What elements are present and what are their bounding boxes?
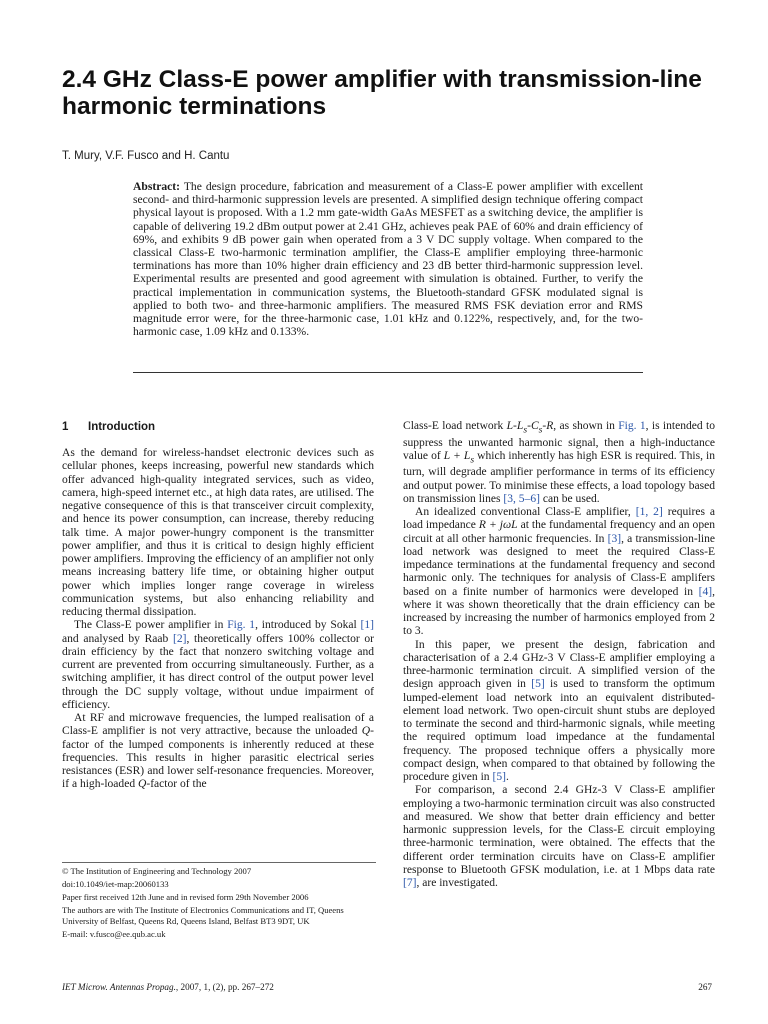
text-run: An idealized conventional Class-E amplifier, — [415, 506, 636, 519]
intro-paragraph-3 — [62, 712, 374, 792]
intro-paragraph-1: As the demand for wireless-handset electronic devices such as cellular phones, keeps increasing, powerful new standards which offer advanced high-quality integrated services, such as video, camera, high-speed internet etc., at high data rates, are utilised. The negative consequence of this is that transceiver circuit complexity, and hence its power consumption, can increase, thereby reducing talk time. A major power-hungry component is the transmitter power amplifier, and thus it is critical to design highly efficient power amplifiers. Improving the efficiency of an amplifier not only means increasing battery life time, or obtaining higher output power which implies longer range coverage in wireless communication systems, but also enhancing reliability and reducing thermal dissipation. — [62, 447, 374, 618]
page-footer — [62, 982, 712, 992]
citation-link[interactable]: [2] — [172, 632, 187, 645]
math-part: -R — [542, 420, 554, 432]
citation-link[interactable]: [1, 2] — [635, 506, 663, 519]
section-heading-introduction — [62, 420, 374, 434]
text-run: For comparison, a second 2.4 GHz-3 V Class-E amplifier employing a two-harmonic termination circuit was also constructed and measured. We show that better drain efficiency and better harmonic suppression levels, for the Class-E circuit employing three-harmonic termination, were obtained. The effects that the different order termination circuits have on Class-E amplifier response to Bluetooth GFSK modulation, i.e. at 1 Mbps data rate — [403, 784, 715, 876]
citation-link[interactable]: [3] — [607, 532, 622, 545]
citation-link[interactable]: [7] — [403, 877, 417, 890]
text-run: -factor of the — [146, 778, 207, 791]
email-note: E-mail: v.fusco@ee.qub.ac.uk — [62, 929, 166, 939]
paper-title: 2.4 GHz Class-E power amplifier with transmission-line harmonic terminations — [62, 66, 702, 120]
text-run: In this paper, we present the design, fabrication and characterisation of a 2.4 GHz-3 V Class-E amplifier employing a three-harmonic termination circuit. A simplified version of the design approach given in — [403, 638, 715, 691]
text-run: requires a load impedance — [403, 506, 715, 532]
left-column — [62, 420, 374, 792]
text-run: At RF and microwave frequencies, the lumped realisation of a Class-E amplifier is not very attractive, because the unloaded — [62, 712, 374, 738]
text-run: which inherently has high ESR is required. This, in turn, will degrade amplifier performance in terms of its efficiency and output power. To minimise these effects, a load topology based on transmission lines — [403, 449, 715, 505]
abstract — [133, 180, 643, 338]
intro-paragraph-7 — [403, 784, 715, 890]
text-run: . — [505, 771, 509, 784]
text-run: , a transmission-line load network was designed to meet the required Class-E impedance terminations at the fundamental frequency and second harmonic only. The techniques for analysis of Class-E amplifers based on a finite number of harmonics were developed in — [403, 532, 716, 598]
footnote-divider — [62, 862, 376, 863]
math-expression — [443, 449, 475, 466]
text-run: -factor of the lumped components is inherently reduced at these frequencies. This results in higher parasitic electrical series resistances (ESR) and lower self-resonance frequencies. Moreover, if a high-loaded — [62, 725, 374, 791]
doi-note: doi:10.1049/iet-map:20060133 — [62, 879, 169, 889]
intro-paragraph-4 — [403, 420, 715, 506]
citation-link[interactable]: [5] — [492, 771, 506, 784]
text-run: , introduced by Sokal — [255, 619, 361, 632]
math-sub: s — [538, 424, 543, 436]
math-sub: s — [470, 454, 475, 466]
abstract-text: The design procedure, fabrication and measurement of a Class-E power amplifier with excellent second- and third-harmonic suppression levels are presented. A simplified design technique offering compact physical layout is proposed. With a 1.2 mm gate-width GaAs MESFET as a switching device, the amplifier is capable of delivering 19.2 dBm output power at 2.41 GHz, achieves peak PAE of 60% and drain efficiency of 69%, and exhibits 9 dB power gain when operated from a 3 V DC supply voltage. When compared to the classical Class-E two-harmonic termination amplifier, the Class-E amplifier employing three-harmonic terminations has more than 10% higher drain efficiency and 23 dB better third-harmonic suppression level. Experimental results are presented and good agreement with simulation is obtained. Further, to verify the practical implementation in communication systems, the Bluetooth-standard GFSK modulated signal is applied to both two- and three-harmonic amplifiers. The measured RMS FSK deviation error and RMS magnitude error were, for the three-harmonic case, 1.01 kHz and 0.122%, respectively, and, for the two-harmonic case, 1.09 kHz and 0.133%. — [133, 180, 643, 339]
intro-paragraph-5 — [403, 506, 715, 639]
text-run: , as shown in — [553, 420, 619, 432]
section-title: Introduction — [88, 421, 156, 433]
text-run: , theoretically offers 100% collector or drain efficiency by the fact that nonzero switching voltage and current are prevented from occurring simultaneously. Further, as a switching amplifier, it has direct control of the output power level through the DC supply voltage, without undue impairment of efficiency. — [62, 632, 375, 711]
math-symbol: Q — [138, 778, 147, 791]
journal-citation: , 2007, 1, (2), pp. 267–272 — [175, 982, 274, 992]
math-expression — [506, 420, 554, 436]
citation-link[interactable]: [4] — [698, 585, 713, 598]
intro-paragraph-2 — [62, 619, 374, 712]
text-run: can be used. — [539, 492, 600, 505]
copyright-note: © The Institution of Engineering and Technology 2007 — [62, 866, 252, 876]
journal-name: IET Microw. Antennas Propag. — [62, 982, 176, 992]
abstract-label: Abstract: — [133, 180, 181, 193]
math-part: -C — [527, 420, 539, 432]
math-expression: R + jωL — [478, 519, 518, 532]
text-run: and analysed by Raab — [62, 632, 173, 645]
text-run: The Class-E power amplifier in — [74, 619, 228, 632]
text-run: , is intended to suppress the unwanted harmonic signal, then a high-inductance value of — [403, 420, 715, 462]
text-run: , are investigated. — [416, 877, 498, 890]
intro-paragraph-6 — [403, 639, 715, 785]
right-column — [403, 420, 715, 890]
text-run: , where it was shown theoretically that the drain efficiency can be increased by increasing the number of harmonics employed from 2 to 3. — [403, 585, 715, 638]
figure-link[interactable]: Fig. 1 — [618, 420, 646, 432]
page-number: 267 — [698, 982, 712, 992]
citation-link[interactable]: [5] — [531, 678, 545, 691]
received-note: Paper first received 12th June and in revised form 29th November 2006 — [62, 892, 309, 902]
math-part: L + L — [443, 449, 471, 462]
text-run: at the fundamental frequency and an open circuit at all other harmonic frequencies. In — [403, 519, 715, 545]
text-run: is used to transform the optimum lumped-element load network into an equivalent distributed-element load network. Two open-circuit shunt stubs are deployed to terminate the second and third-harmonic signals, while meeting the required optimum load impedance at the fundamental frequency. The proposed technique offers a physically more compact design, when compared to that obtained by following the procedure given in — [403, 678, 715, 784]
author-list: T. Mury, V.F. Fusco and H. Cantu — [62, 150, 230, 162]
figure-link[interactable]: Fig. 1 — [227, 619, 256, 632]
math-symbol: Q — [361, 725, 371, 738]
citation-link[interactable]: [1] — [360, 619, 374, 632]
abstract-divider — [133, 372, 643, 373]
affiliation-note: The authors are with The Institute of Electronics Communications and IT, Queens University of Belfast, Queens Rd, Queens Island, Belfast BT3 9DT, UK — [62, 905, 344, 926]
text-run: Class-E load network — [403, 420, 507, 432]
math-part: L-L — [506, 420, 524, 432]
footnotes — [62, 866, 376, 942]
citation-link[interactable]: [3, 5–6] — [503, 492, 540, 505]
math-sub: s — [523, 424, 528, 436]
section-number: 1 — [62, 421, 69, 433]
